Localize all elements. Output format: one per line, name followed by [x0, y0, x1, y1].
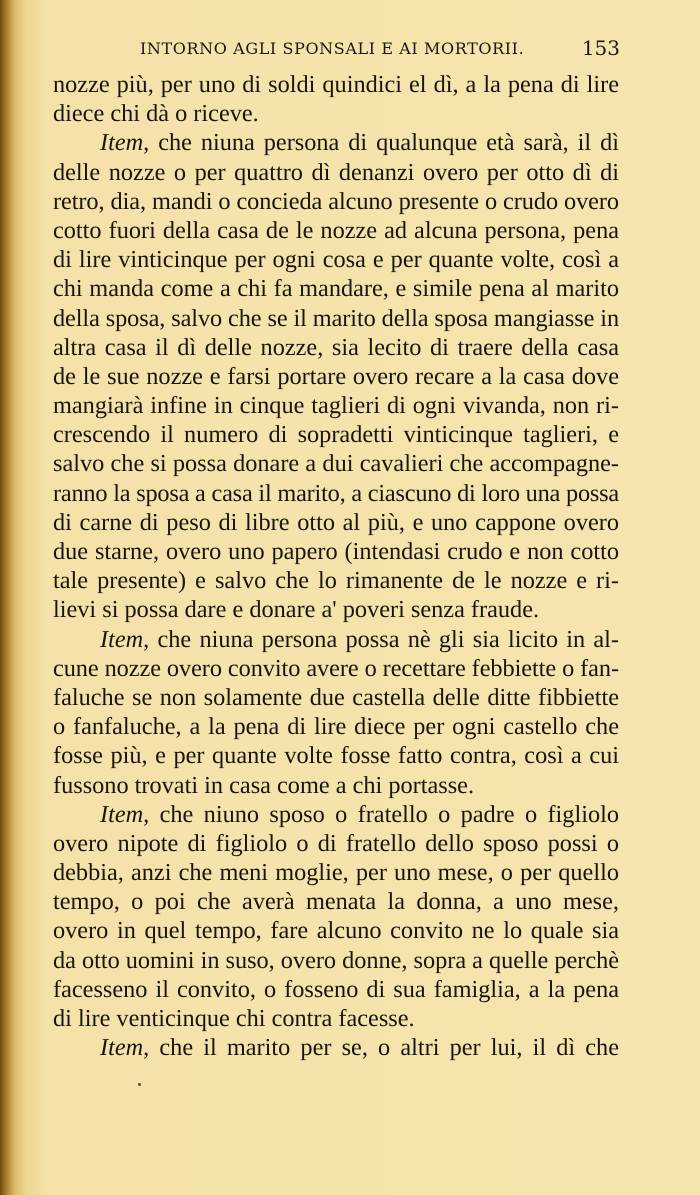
item-lead: Item, [100, 625, 150, 653]
text-line [53, 449, 619, 478]
line-text: de le sue nozze e farsi portare overo recare a la casa dove [53, 362, 619, 390]
line-text: o fanfaluche, a la pena di lire diece per ogni castello che [53, 713, 619, 741]
line-text: debbia, anzi che meni moglie, per uno mese, o per quello [53, 859, 619, 887]
text-line [53, 741, 619, 770]
line-text: due starne, overo uno papero (intendasi crudo e non cotto [53, 538, 619, 565]
line-text: ranno la sposa a casa il marito, a ciascuno di loro una possa [53, 479, 619, 507]
text-line [53, 128, 619, 157]
text-line [53, 654, 619, 683]
text-line [53, 99, 619, 128]
line-text: di lire venticinque chi contra facesse. [53, 1005, 415, 1032]
running-title: INTORNO AGLI SPONSALI E AI MORTORII. [140, 39, 525, 58]
text-line [53, 1004, 619, 1033]
line-text: di lire vinticinque per ogni cosa e per quante volte, così a [53, 246, 619, 274]
text-line [53, 946, 619, 975]
text-line [53, 216, 619, 245]
text-line [53, 975, 619, 1004]
line-text: fussono trovati in casa come a chi portasse. [53, 771, 475, 799]
text-line [53, 362, 619, 391]
line-text: tale presente) e salvo che lo rimanente de le nozze e ri- [53, 567, 619, 595]
text-line [53, 333, 619, 362]
text-line [53, 625, 619, 654]
line-text: altra casa il dì delle nozze, sia lecito di traere della casa [53, 333, 619, 361]
line-text: che il marito per se, o altri per lui, il dì che [149, 1034, 619, 1062]
line-text: da otto uomini in suso, overo donne, sopra a quelle perchè [53, 946, 619, 974]
item-lead: Item, [100, 129, 150, 157]
line-text: nozze più, per uno di soldi quindici el dì, a la pena di lire [53, 71, 619, 98]
line-text: lievi si possa dare e donare a' poveri senza fraude. [53, 596, 540, 624]
line-text: crescendo il numero di sopradetti vinticinque taglieri, e [53, 421, 619, 449]
line-text: overo nipote di figliolo o di fratello dello sposo possi o [53, 829, 619, 857]
line-text: che niuno sposo o fratello o padre o figliolo [149, 800, 619, 828]
text-line [53, 420, 619, 449]
line-text: fosse più, e per quante volte fosse fatto contra, così a cui [53, 742, 619, 770]
text-line [53, 70, 619, 99]
page-header [140, 36, 620, 62]
text-line [53, 508, 619, 537]
text-line [53, 304, 619, 333]
line-text: mangiarà infine in cinque taglieri di ogni vivanda, non ri- [53, 392, 619, 420]
text-line [53, 158, 619, 187]
line-text: che niuna persona possa nè gli sia licito in al- [149, 625, 619, 653]
text-line [53, 595, 619, 624]
line-text: retro, dia, mandi o concieda alcuno presente o crudo overo [53, 187, 619, 215]
line-text: overo in quel tempo, fare alcuno convito ne lo quale sia [53, 917, 619, 945]
line-text: che niuna persona di qualunque età sarà, il dì [149, 129, 619, 157]
text-line [53, 245, 619, 274]
line-text: facesseno il convito, o fosseno di sua famiglia, a la pena [53, 975, 619, 1003]
text-line [53, 274, 619, 303]
text-line [53, 187, 619, 216]
text-line [53, 916, 619, 945]
line-text: cune nozze overo convito avere o recettare febbiette o fan- [53, 654, 619, 682]
text-line [53, 566, 619, 595]
text-line [53, 771, 619, 800]
item-lead: Item, [100, 800, 150, 828]
line-text: chi manda come a chi fa mandare, e simile pena al marito [53, 275, 619, 303]
line-text: salvo che si possa donare a dui cavalieri che accompagne- [53, 450, 619, 478]
item-lead: Item, [100, 1034, 150, 1062]
line-text: faluche se non solamente due castella delle ditte fibbiette [53, 683, 619, 711]
text-line [53, 1033, 619, 1062]
page-number: 153 [581, 36, 620, 60]
text-line [53, 537, 619, 566]
ink-speck [138, 1083, 141, 1086]
body-text [53, 70, 619, 1062]
text-line [53, 858, 619, 887]
line-text: della sposa, salvo che se il marito della sposa mangiasse in [53, 304, 619, 332]
text-line [53, 712, 619, 741]
text-line [53, 887, 619, 916]
line-text: di carne di peso di libre otto al più, e uno cappone overo [53, 508, 619, 536]
line-text: cotto fuori della casa de le nozze ad alcuna persona, pena [53, 216, 619, 244]
line-text: delle nozze o per quattro dì denanzi overo per otto dì di [53, 158, 619, 186]
text-line [53, 391, 619, 420]
text-line [53, 800, 619, 829]
text-line [53, 479, 619, 508]
line-text: diece chi dà o riceve. [53, 100, 259, 128]
text-line [53, 683, 619, 712]
text-line [53, 829, 619, 858]
line-text: tempo, o poi che averà menata la donna, a uno mese, [53, 888, 619, 916]
